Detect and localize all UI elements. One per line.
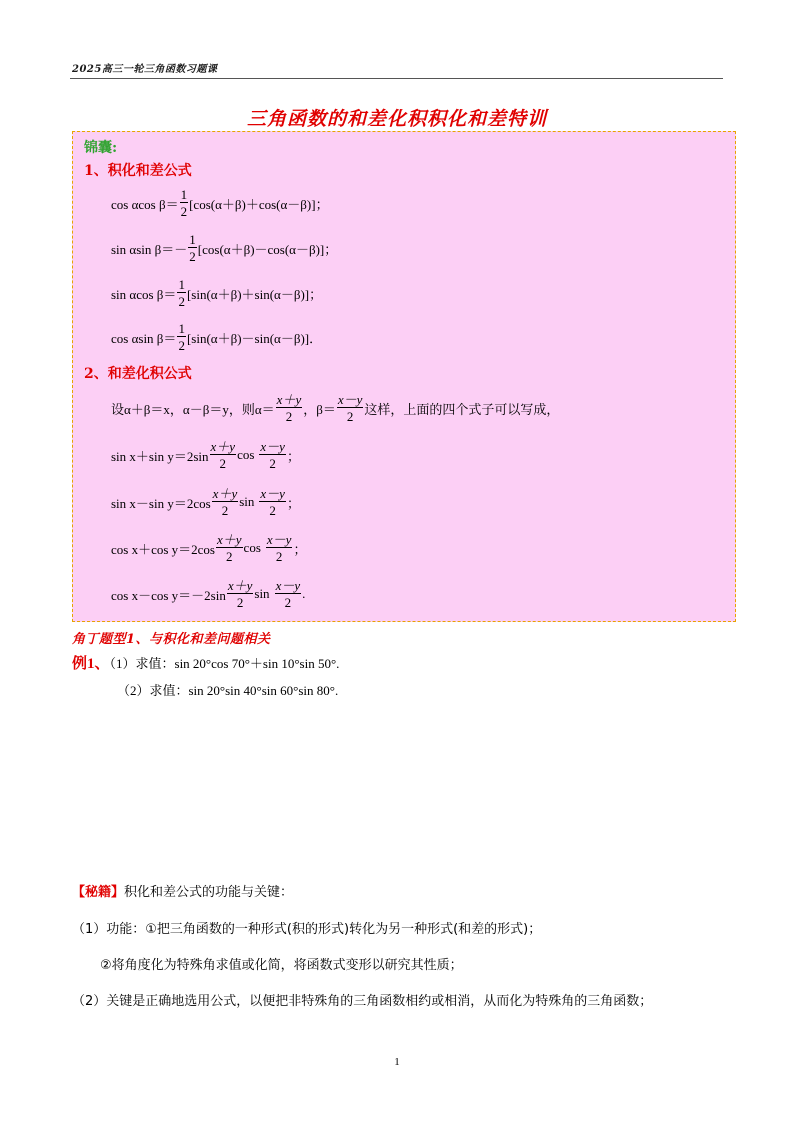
fraction-num: 1 — [178, 277, 185, 292]
fraction-den: 2 — [221, 503, 229, 518]
intro-part-b: ，β＝ — [303, 401, 336, 417]
fraction-den: 2 — [226, 549, 233, 564]
formula-lhs: cos αsin β＝ — [111, 330, 177, 346]
box-label: 锦囊: — [84, 140, 118, 156]
fraction-num: x＋y — [217, 532, 242, 547]
page-title: 三角函数的和差化积积化和差特训 — [246, 108, 547, 130]
intro-part-c: 这样，上面的四个式子可以写成， — [364, 401, 560, 417]
fraction — [210, 440, 237, 470]
example-label: 例1、 — [72, 656, 110, 672]
fraction-den: 2 — [178, 338, 185, 353]
fraction-den: 2 — [180, 204, 188, 219]
formula-rhs: [sin(α＋β)－sin(α－β)]． — [186, 330, 323, 346]
formula-lhs: sin αsin β＝－ — [111, 241, 188, 257]
fraction-num: 1 — [189, 232, 196, 247]
question-type-heading: 角丁题型1、与积化和差问题相关 — [72, 632, 271, 647]
fraction-num: x－y — [275, 578, 301, 593]
fraction — [188, 233, 197, 263]
fraction-den: 2 — [219, 456, 227, 471]
tips-bracket: 【秘籍】 — [72, 885, 125, 900]
fraction-num: x－y — [260, 486, 285, 501]
formula-lhs: cos x＋cos y＝2cos — [111, 541, 215, 557]
formula-lhs: sin αcos β＝ — [111, 286, 177, 302]
fraction-num: x－y — [260, 439, 285, 454]
formula-cos-cos — [111, 188, 329, 218]
fraction — [180, 188, 189, 218]
formula-cos-sin — [111, 322, 322, 352]
fraction-den: 2 — [346, 409, 354, 424]
fraction — [259, 487, 286, 517]
formula-mid: sin — [254, 586, 270, 601]
formula-mid: cos — [237, 447, 255, 462]
tips-heading — [72, 881, 293, 900]
fraction-den: 2 — [285, 409, 293, 424]
fraction-num: x＋y — [276, 392, 302, 407]
fraction-den: 2 — [269, 503, 276, 518]
fraction-num: x－y — [337, 392, 363, 407]
formula-sin-sin — [111, 233, 337, 263]
fraction-den: 2 — [178, 294, 185, 309]
fraction-num: 1 — [178, 321, 185, 336]
formula-rhs: [cos(α＋β)＋cos(α－β)]； — [189, 196, 329, 212]
formula-sin-plus-sin — [111, 440, 300, 470]
fraction — [212, 487, 239, 517]
fraction — [276, 393, 303, 423]
tips-point-2: （2）关键是正确地选用公式，以便把非特殊角的三角函数相约或相消，从而化为特殊角的三角函数； — [72, 994, 653, 1009]
formula-end: . — [302, 586, 306, 601]
fraction-num: x＋y — [227, 578, 253, 593]
formula-lhs: cos αcos β＝ — [111, 196, 179, 212]
fraction-num: x＋y — [212, 486, 238, 501]
formula-end: ； — [286, 448, 300, 464]
formula-mid: cos — [243, 540, 261, 555]
formula-cos-plus-cos — [111, 533, 306, 563]
formula-cos-minus-cos — [111, 579, 305, 609]
fraction-num: 1 — [180, 187, 188, 202]
fraction — [216, 533, 243, 563]
fraction — [266, 533, 293, 563]
header-rule — [70, 78, 723, 79]
example-q1-text: （1）求值：sin 20°cos 70°＋sin 10°sin 50°. — [109, 656, 340, 671]
formula-rhs: [cos(α＋β)－cos(α－β)]； — [197, 241, 338, 257]
formula-mid: sin — [239, 494, 255, 509]
formula-lhs: sin x－sin y＝2cos — [111, 495, 211, 511]
formula-rhs: [sin(α＋β)＋sin(α－β)]； — [186, 286, 323, 302]
formula-sin-minus-sin — [111, 487, 300, 517]
formula-sin-cos — [111, 278, 322, 308]
fraction-den: 2 — [236, 595, 244, 610]
section2-heading: 2、和差化积公式 — [84, 366, 192, 382]
formula-lhs: sin x＋sin y＝2sin — [111, 448, 209, 464]
fraction — [177, 278, 186, 308]
fraction — [259, 440, 286, 470]
formula-end: ； — [293, 541, 307, 557]
running-header: 2025高三一轮三角函数习题课 — [72, 64, 218, 75]
page-number: 1 — [394, 1056, 400, 1068]
fraction — [275, 579, 302, 609]
fraction — [227, 579, 254, 609]
substitution-intro — [111, 393, 559, 423]
fraction-num: x－y — [266, 532, 292, 547]
fraction-den: 2 — [269, 456, 276, 471]
tips-point-1: （1）功能：①把三角函数的一种形式(积的形式)转化为另一种形式(和差的形式)； — [72, 922, 542, 937]
intro-part-a: 设α＋β＝x，α－β＝y，则α＝ — [111, 401, 275, 417]
section1-heading: 1、积化和差公式 — [84, 163, 192, 179]
fraction-den: 2 — [275, 549, 283, 564]
example-1-q1 — [72, 652, 339, 673]
formula-lhs: cos x－cos y＝－2sin — [111, 587, 226, 603]
fraction-den: 2 — [189, 249, 196, 264]
fraction — [337, 393, 364, 423]
formula-end: ； — [286, 495, 300, 511]
fraction — [177, 322, 186, 352]
fraction-num: x＋y — [210, 439, 236, 454]
tips-heading-text: 积化和差公式的功能与关键： — [124, 885, 294, 900]
tips-point-1b: ②将角度化为特殊角求值或化简，将函数式变形以研究其性质； — [100, 958, 463, 973]
fraction-den: 2 — [284, 595, 292, 610]
example-1-q2: （2）求值：sin 20°sin 40°sin 60°sin 80°. — [117, 683, 339, 698]
